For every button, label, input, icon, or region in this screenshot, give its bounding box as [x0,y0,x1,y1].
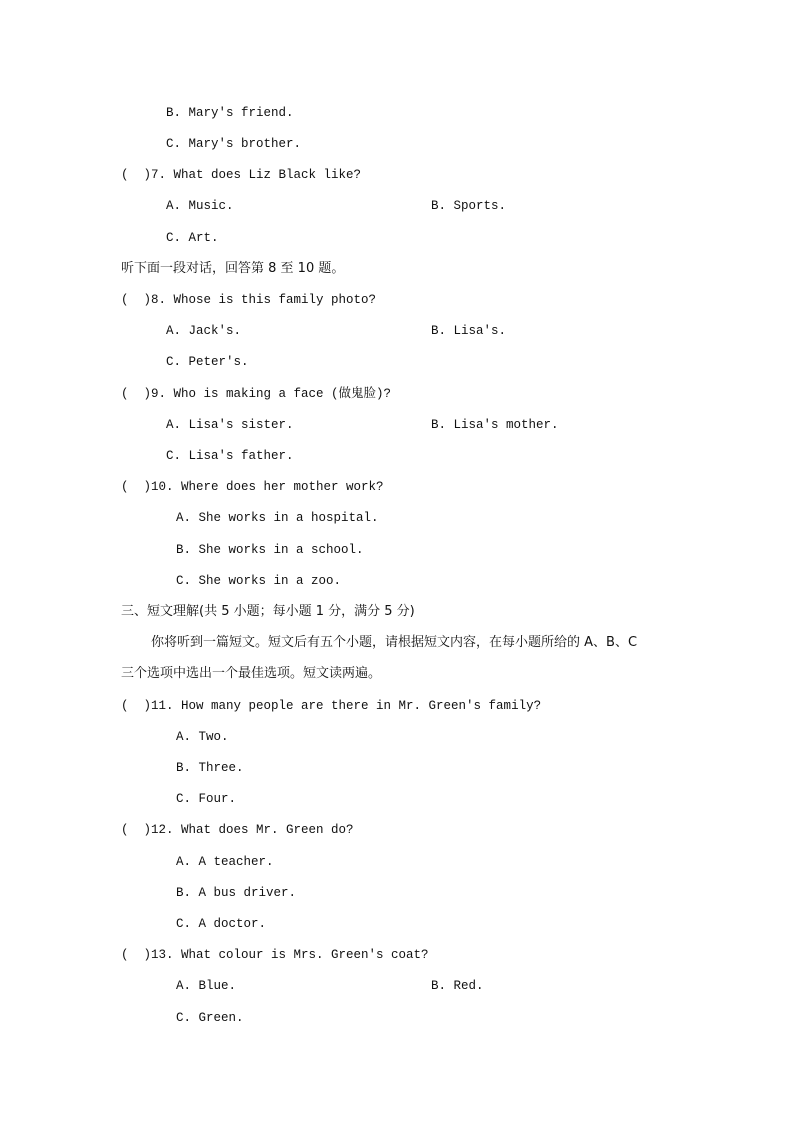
q9-stem: ( )9. Who is making a face (做鬼脸)? [121,387,392,401]
q9-option-b: B. Lisa's mother. [431,418,559,432]
part3-instruction-line1: 你将听到一篇短文。短文后有五个小题，请根据短文内容，在每小题所给的 A、B、C [151,635,638,650]
q8-option-b: B. Lisa's. [431,324,507,338]
q8-option-a: A. Jack's. [166,324,242,338]
q6-option-b: B. Mary's friend. [166,106,294,120]
q9-option-c: C. Lisa's father. [166,449,294,463]
q13-option-a: A. Blue. [176,979,237,993]
q7-option-b: B. Sports. [431,199,507,213]
q11-option-a: A. Two. [176,730,229,744]
q10-stem: ( )10. Where does her mother work? [121,480,384,494]
q13-option-c: C. Green. [176,1011,244,1025]
q12-option-a: A. A teacher. [176,855,274,869]
q12-stem: ( )12. What does Mr. Green do? [121,823,354,837]
section-8-10-instruction: 听下面一段对话，回答第 8 至 10 题。 [121,261,345,276]
q11-option-b: B. Three. [176,761,244,775]
q11-option-c: C. Four. [176,792,237,806]
q12-option-b: B. A bus driver. [176,886,297,900]
q10-option-a: A. She works in a hospital. [176,511,379,525]
q13-option-b: B. Red. [431,979,484,993]
q7-option-c: C. Art. [166,231,219,245]
q8-option-c: C. Peter's. [166,355,249,369]
q11-stem: ( )11. How many people are there in Mr. Green's family? [121,699,542,713]
q6-option-c: C. Mary's brother. [166,137,302,151]
part3-instruction-line2: 三个选项中选出一个最佳选项。短文读两遍。 [121,666,382,681]
q7-option-a: A. Music. [166,199,234,213]
q10-option-c: C. She works in a zoo. [176,574,342,588]
q13-stem: ( )13. What colour is Mrs. Green's coat? [121,948,429,962]
q10-option-b: B. She works in a school. [176,543,364,557]
part3-heading: 三、短文理解(共 5 小题；每小题 1 分，满分 5 分) [121,604,415,619]
q8-stem: ( )8. Whose is this family photo? [121,293,377,307]
q9-option-a: A. Lisa's sister. [166,418,294,432]
q7-stem: ( )7. What does Liz Black like? [121,168,362,182]
q12-option-c: C. A doctor. [176,917,267,931]
